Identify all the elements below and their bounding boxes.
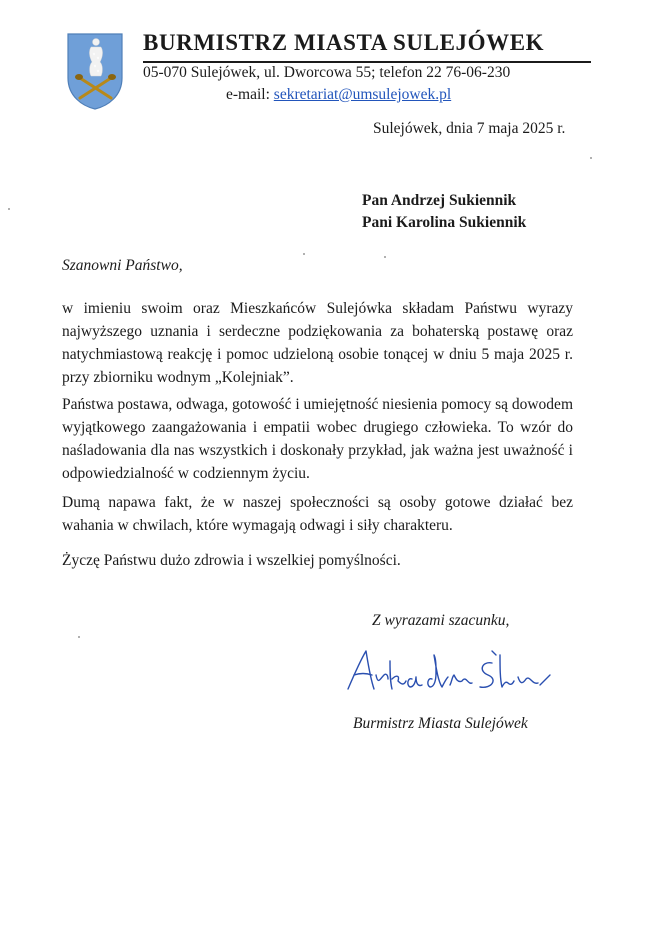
recipient-2: Pani Karolina Sukiennik — [362, 214, 527, 231]
signer-title: Burmistrz Miasta Sulejówek — [353, 715, 528, 732]
email-link[interactable]: sekretariat@umsulejowek.pl — [273, 86, 452, 103]
body-paragraph-1: w imieniu swoim oraz Mieszkańców Sulejówka składam Państwu wyrazy najwyższego uznania i serdeczne podziękowania za bohaterską postawę oraz natychmiastową reakcję i pomoc udzieloną osobie tonącej w dniu 5 maja 2025 r. przy zbiorniku wodnym „Kolejniak”. — [62, 300, 573, 386]
org-email-line — [226, 86, 451, 104]
scan-speck — [78, 636, 80, 638]
scan-speck — [384, 256, 386, 258]
coat-of-arms-icon — [66, 32, 124, 110]
org-address: 05-070 Sulejówek, ul. Dworcowa 55; telefon 22 76-06-230 — [143, 64, 511, 81]
scan-speck — [303, 253, 305, 255]
letter-date: Sulejówek, dnia 7 maja 2025 r. — [373, 120, 566, 137]
scan-speck — [8, 208, 10, 210]
handwritten-signature — [342, 645, 552, 700]
email-label: e-mail: — [226, 86, 270, 103]
recipient-1: Pan Andrzej Sukiennik — [362, 192, 517, 209]
header-rule — [143, 61, 591, 63]
body-paragraph-3: Dumą napawa fakt, że w naszej społeczności są osoby gotowe działać bez wahania w chwilach, które wymagają odwagi i siły charakteru. — [62, 494, 573, 534]
org-title: BURMISTRZ MIASTA SULEJÓWEK — [143, 30, 545, 55]
salutation: Szanowni Państwo, — [62, 257, 183, 274]
scan-speck — [590, 157, 592, 159]
closing-phrase: Z wyrazami szacunku, — [372, 612, 510, 629]
body-paragraph-4: Życzę Państwu dużo zdrowia i wszelkiej pomyślności. — [62, 552, 401, 569]
body-paragraph-2: Państwa postawa, odwaga, gotowość i umiejętność niesienia pomocy są dowodem wyjątkowego zaangażowania i empatii wobec drugiego człowieka. To wzór do naśladowania dla nas wszystkich i doskonały przykład, jak ważna jest uważność i odpowiedzialność w codziennym życiu. — [62, 396, 573, 482]
